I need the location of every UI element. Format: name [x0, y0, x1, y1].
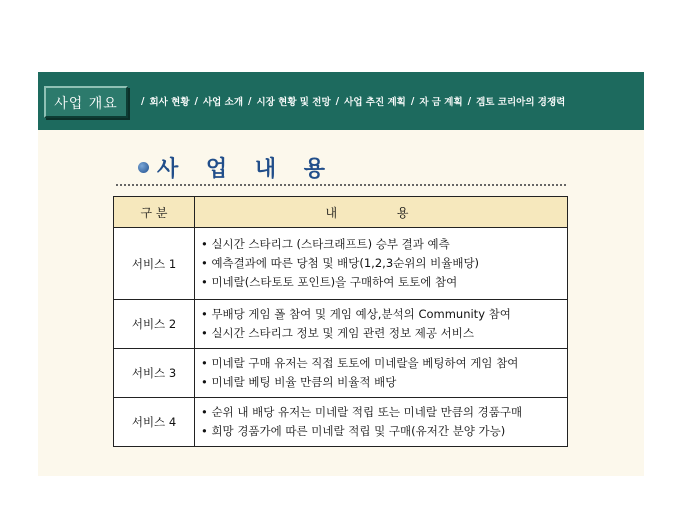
nav-separator: / [467, 95, 472, 107]
nav-separator: / [335, 95, 340, 107]
content-line: • 순위 내 배당 유저는 미네랄 적립 또는 미네랄 만큼의 경품구매 [201, 405, 523, 419]
nav-separator: / [410, 95, 415, 107]
nav-links [136, 72, 644, 130]
content-line: • 미네랄 베팅 비율 만큼의 비율적 배당 [201, 375, 397, 389]
nav-link-market[interactable]: 시장 현황 및 전망 [256, 97, 331, 108]
header-bar [38, 72, 644, 130]
row-label: 서비스 3 [114, 349, 195, 398]
nav-separator: / [248, 95, 252, 107]
row-content [195, 349, 568, 398]
content-line: • 무배당 게임 폴 참여 및 게임 예상,분석의 Community 참여 [201, 307, 511, 321]
header-category: 구 분 [114, 197, 195, 228]
header-content: 내 용 [195, 197, 568, 228]
nav-link-business[interactable]: 사업 소개 [202, 97, 243, 108]
table-row [114, 228, 568, 300]
row-label: 서비스 4 [114, 398, 195, 447]
row-content [195, 228, 568, 300]
nav-link-company[interactable]: 회사 현황 [149, 97, 190, 108]
row-content [195, 300, 568, 349]
nav-link-plan[interactable]: 사업 추진 계획 [344, 97, 406, 108]
content-line: • 미네랄(스타토토 포인트)을 구매하여 토토에 참여 [201, 275, 458, 289]
nav-separator: / [141, 95, 145, 107]
table-row [114, 300, 568, 349]
row-content [195, 398, 568, 447]
nav-separator: / [194, 95, 198, 107]
dotted-divider [116, 184, 566, 186]
services-table [113, 196, 568, 447]
content-line: • 희망 경품가에 따른 미네랄 적립 및 구매(유저간 분양 가능) [201, 424, 506, 438]
content-line: • 미네랄 구매 유저는 직접 토토에 미네랄을 베팅하여 게임 참여 [201, 356, 519, 370]
section-button[interactable]: 사업 개요 [44, 86, 128, 118]
content-line: • 실시간 스타리그 (스타크래프트) 승부 결과 예측 [201, 237, 450, 251]
nav-link-funding[interactable]: 자 금 계획 [419, 97, 463, 108]
row-label: 서비스 2 [114, 300, 195, 349]
content-line: • 실시간 스타리그 정보 및 게임 관련 정보 제공 서비스 [201, 326, 474, 340]
nav-link-competitiveness[interactable]: 겜토 코리아의 경쟁력 [476, 97, 566, 108]
content-line: • 예측결과에 따른 당첨 및 배당(1,2,3순위의 비율배당) [201, 256, 480, 270]
bullet-icon [138, 162, 149, 173]
page-title: 사 업 내 용 [157, 156, 335, 182]
table-header-row [114, 197, 568, 228]
table-row [114, 349, 568, 398]
row-label: 서비스 1 [114, 228, 195, 300]
title-row [138, 152, 335, 183]
table-row [114, 398, 568, 447]
slide [38, 72, 644, 476]
